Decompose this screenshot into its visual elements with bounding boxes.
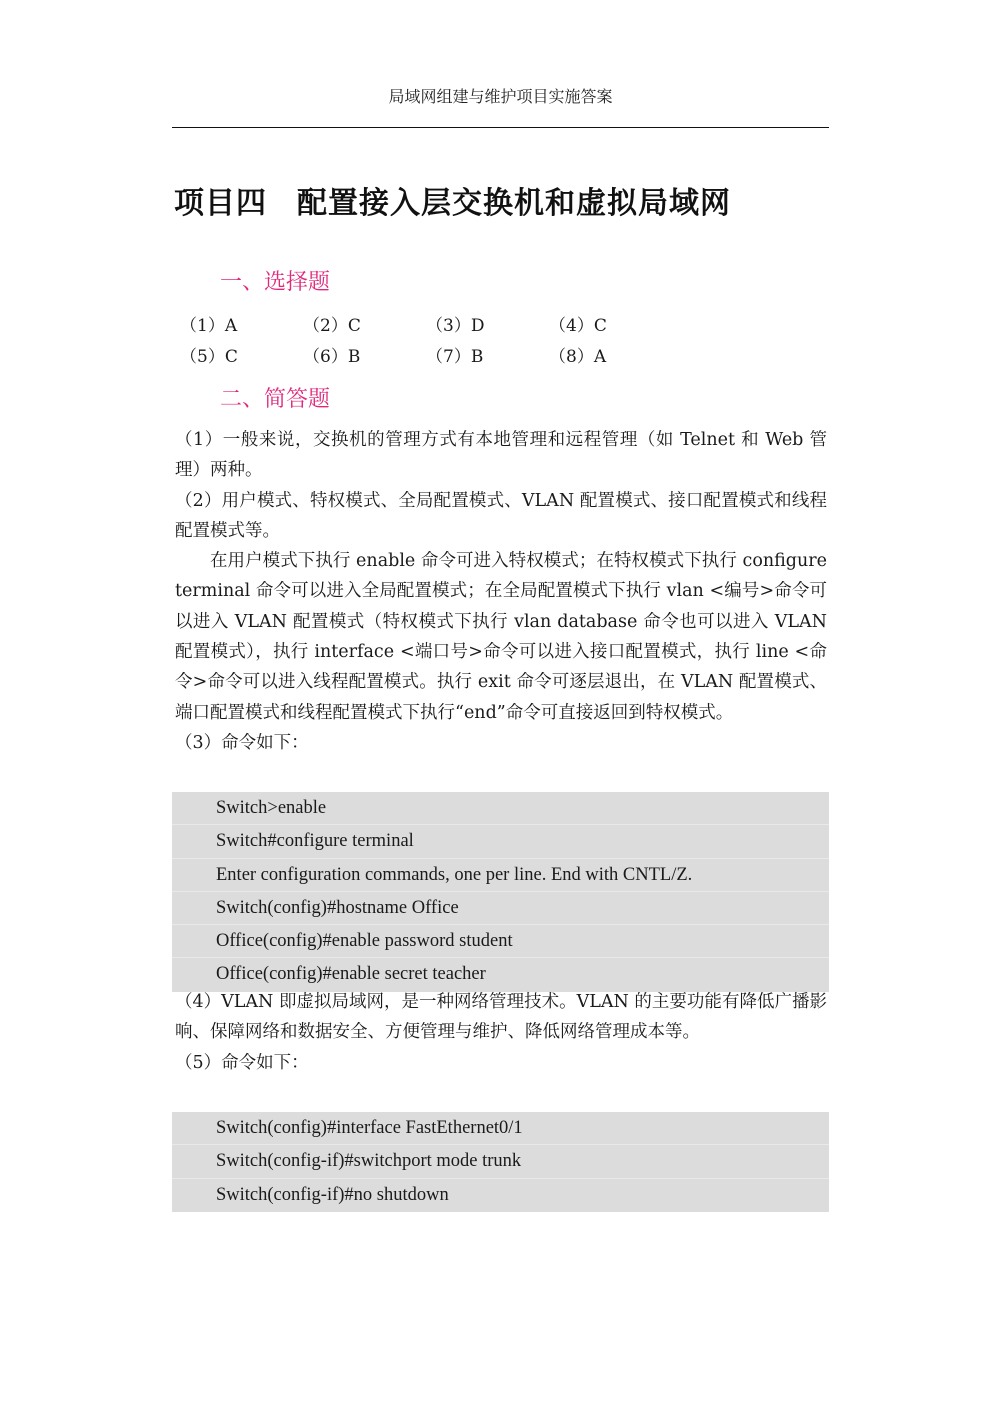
section-heading-short-answer: 二、简答题 [220, 387, 331, 412]
answer-item: （2）C [303, 316, 361, 336]
answer-item: （7）B [426, 347, 484, 367]
code-line: Office(config)#enable password student [172, 925, 829, 958]
chapter-name: 配置接入层交换机和虚拟局域网 [297, 186, 731, 221]
short-answer-body [175, 425, 827, 758]
answer-item: （4）C [549, 316, 607, 336]
header-rule [172, 127, 829, 128]
code-line: Office(config)#enable secret teacher [216, 964, 486, 985]
answer-item: （6）B [303, 347, 361, 367]
code-block-q5 [172, 1112, 829, 1212]
answer-paragraph-3: （3）命令如下： [175, 732, 309, 753]
chapter-title [174, 178, 731, 222]
section-heading-choice: 一、选择题 [220, 270, 331, 295]
code-line: Switch(config-if)#switchport mode trunk [172, 1145, 829, 1178]
choice-answers [180, 308, 740, 370]
answer-row [180, 308, 740, 339]
code-line: Switch(config)#hostname Office [172, 892, 829, 925]
short-answer-body-continued [175, 987, 827, 1078]
answer-paragraph-4: （4）VLAN 即虚拟局域网，是一种网络管理技术。VLAN 的主要功能有降低广播影响、保障网络和数据安全、方便管理与维护、降低网络管理成本等。 [175, 992, 827, 1043]
answer-paragraph-2-detail: 在用户模式下执行 enable 命令可进入特权模式；在特权模式下执行 configure terminal 命令可以进入全局配置模式；在全局配置模式下执行 vlan <编号>命令可以进入 VLAN 配置模式（特权模式下执行 vlan database 命令也可以进入 VLAN 配置模式），执行 interface <端口号>命令可以进入接口配置模式，执行 line <命令>命令可以进入线程配置模式。执行 exit 命令可逐层退出，在 VLAN 配置模式、端口配置模式和线程配置模式下执行“end”命令可直接返回到特权模式。 [175, 551, 827, 723]
code-line: Switch(config)#interface FastEthernet0/1 [172, 1112, 829, 1145]
answer-item: （1）A [180, 316, 238, 336]
code-line: Switch#configure terminal [172, 825, 829, 858]
answer-paragraph-2: （2）用户模式、特权模式、全局配置模式、VLAN 配置模式、接口配置模式和线程配置模式等。 [175, 490, 827, 541]
answer-paragraph-5: （5）命令如下： [175, 1052, 309, 1073]
answer-item: （8）A [549, 347, 607, 367]
answer-item: （5）C [180, 347, 238, 367]
answer-row [180, 339, 740, 370]
answer-item: （3）D [426, 316, 485, 336]
code-block-q3 [172, 792, 829, 992]
answer-paragraph-1: （1）一般来说，交换机的管理方式有本地管理和远程管理（如 Telnet 和 Web 管理）两种。 [175, 430, 827, 481]
code-line: Switch(config-if)#no shutdown [216, 1184, 449, 1205]
chapter-number: 项目四 [174, 186, 267, 221]
code-line: Switch>enable [172, 792, 829, 825]
code-line: Enter configuration commands, one per line. End with CNTL/Z. [172, 859, 829, 892]
running-head: 局域网组建与维护项目实施答案 [388, 87, 613, 106]
